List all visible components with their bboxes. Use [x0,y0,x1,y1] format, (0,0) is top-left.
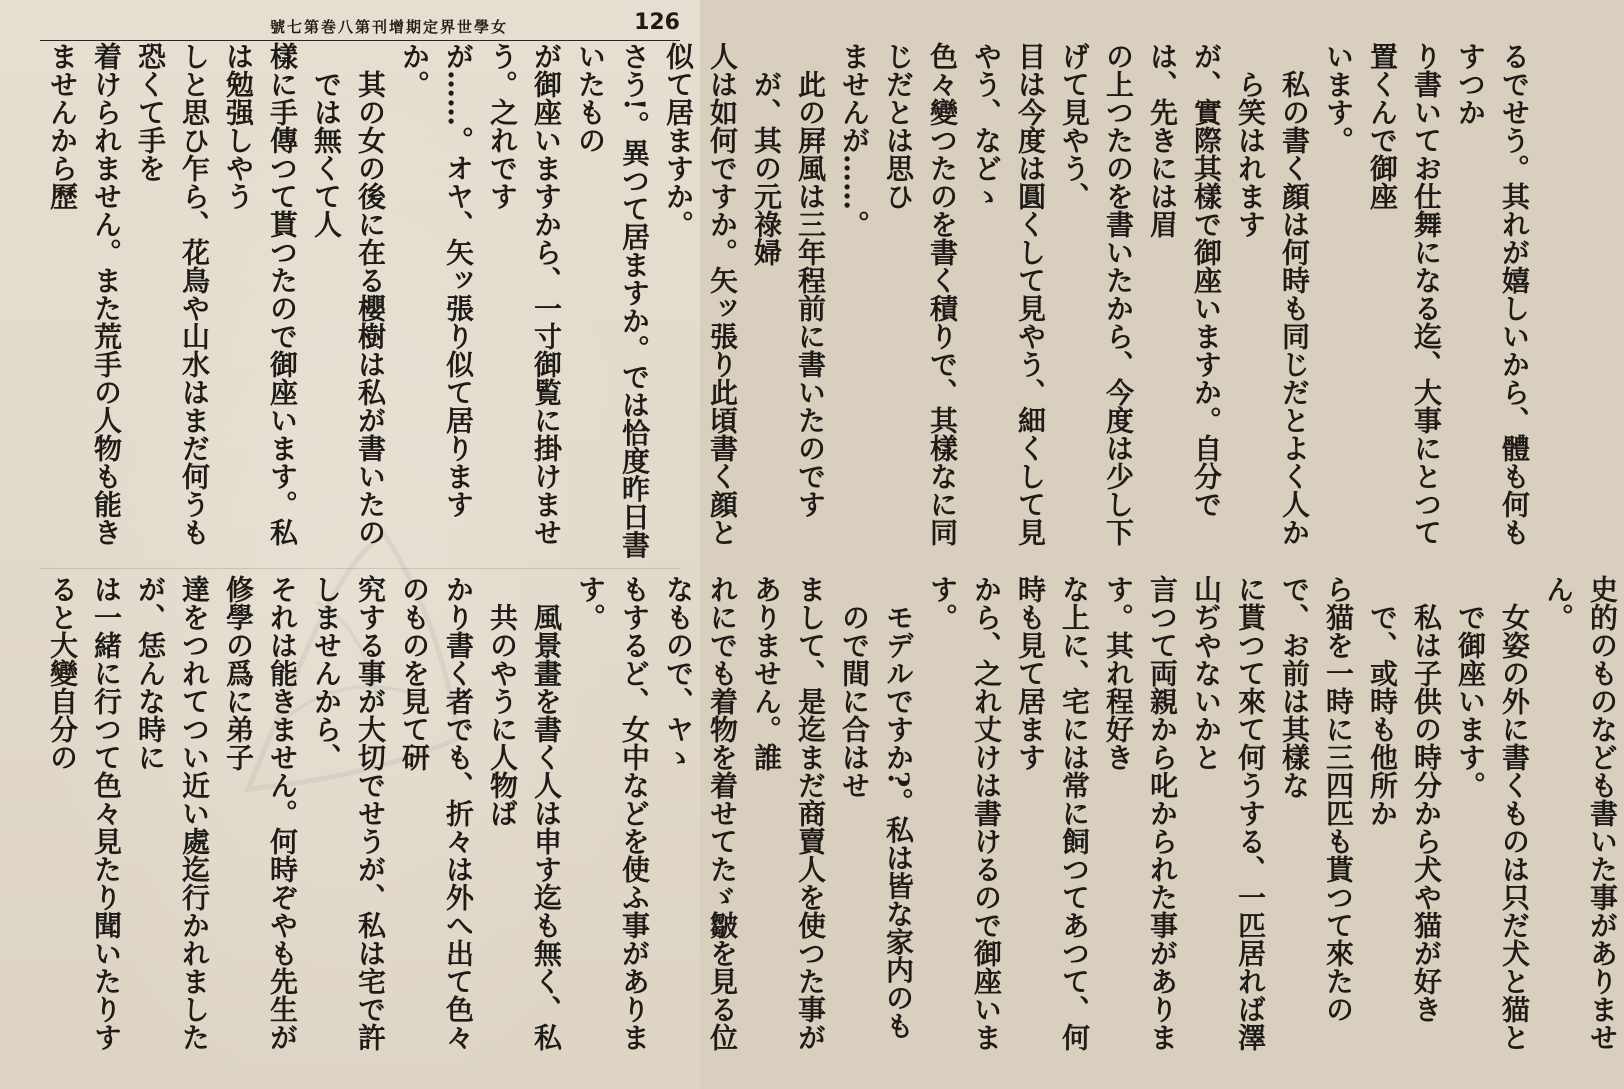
text-line: の上つたのを書いたから、今度は少し下げて見やう、 [1058,42,1135,546]
text-line: 人は如何ですか。矢ッ張り此頃書く顔と似て居ますか。 [662,42,739,546]
text-line: 目は今度は圓くして見やう、細くして見やう、などゝ [970,42,1047,546]
text-line: な上に、宅には常に飼つてあつて、何時も見て居ます [1014,575,1091,1051]
text-line: かり書く者でも、折々は外へ出て色々のものを見て研 [398,575,475,1051]
header-title: 號七第巻八第刊增期定界世學女 [270,18,509,36]
text-line: れにでも着物を着せてたゞ皺を見る位なもので、ヤゝ [662,575,739,1051]
vertical-text-bottom [40,575,1624,1065]
text-block-bottom [40,575,1619,1065]
running-header [40,6,680,38]
text-line: しと思ひ乍ら、花鳥や山水はまだ何うも恐くて手を [134,42,211,546]
text-line: 色々變つたのを書く積りで、其樣なに同じだとは思ひ [882,42,959,546]
vertical-text-top [40,42,1536,567]
text-line: 私は子供の時分から犬や猫が好きで、或時も他所か [1366,603,1443,1023]
text-line: が御座いますから、一寸御覧に掛けませう。之れです [486,42,563,546]
text-line: さう!。異つて居ますか。では恰度昨日書いたもの [574,42,651,559]
text-line: が、實際其樣で御座いますか。自分では、先きには眉 [1146,42,1223,518]
text-line: 着けられません。また荒手の人物も能きませんから歷 [46,42,123,546]
text-block-top [40,42,1531,567]
text-line: 史的のものなども書いた事がありません。 [1542,575,1619,1051]
text-line: に貰つて來て何うする、一匹居れば澤山ぢやないかと [1190,575,1267,1051]
text-line: 此の屛風は三年程前に書いたのですが、其の元祿婦 [750,70,827,518]
text-line: モデルですか?。私は皆な家内のもので間に合はせ [838,603,915,1040]
text-line: るでせう。其れが嬉しいから、體も何もすつか [1454,42,1531,546]
text-line: り書いてお仕舞になる迄、大事にとつて置くんで御座 [1366,42,1443,546]
page-number: 126 [634,10,680,35]
text-line: が……。オヤ、矢ッ張り似て居りますか。 [398,42,475,518]
section-divider [40,568,680,569]
text-line: 私の書く顔は何時も同じだとよく人から笑はれます [1234,70,1311,546]
text-line: ませんが……。 [838,42,871,238]
text-line: まして、是迄まだ商賣人を使つた事がありません。誰 [750,575,827,1051]
text-line: 風景畫を書く人は申す迄も無く、私共のやうに人物ば [486,603,563,1051]
text-line: 樣に手傳つて貰つたので御座います。私は勉强しやう [222,42,299,546]
text-line: 其の女の後に在る櫻樹は私が書いたのでは無くて人 [310,70,387,546]
text-line: 達をつれてつい近い處迄行かれましたが、恁んな時に [134,575,211,1051]
text-line: もするど、女中などを使ふ事があります。 [574,575,651,1051]
text-line: 言つて両親から叱かられた事があります。其れ程好き [1102,575,1179,1051]
text-line: 女姿の外に書くものは只だ犬と猫とで御座います。 [1454,603,1531,1051]
text-line: ら猫を一時に三四匹も貰つて來たので、お前は其樣な [1278,575,1355,1023]
header-rule [40,40,680,41]
text-line: それは能きません。何時ぞやも先生が修學の爲に弟子 [222,575,299,1051]
text-line: から、之れ丈けは書けるので御座います。 [926,575,1003,1051]
text-line: は一緒に行つて色々見たり聞いたりすると大變自分の [46,575,123,1051]
text-line: います。 [1322,42,1355,154]
text-line: 究する事が大切でせうが、私は宅で許しませんから、 [310,575,387,1051]
